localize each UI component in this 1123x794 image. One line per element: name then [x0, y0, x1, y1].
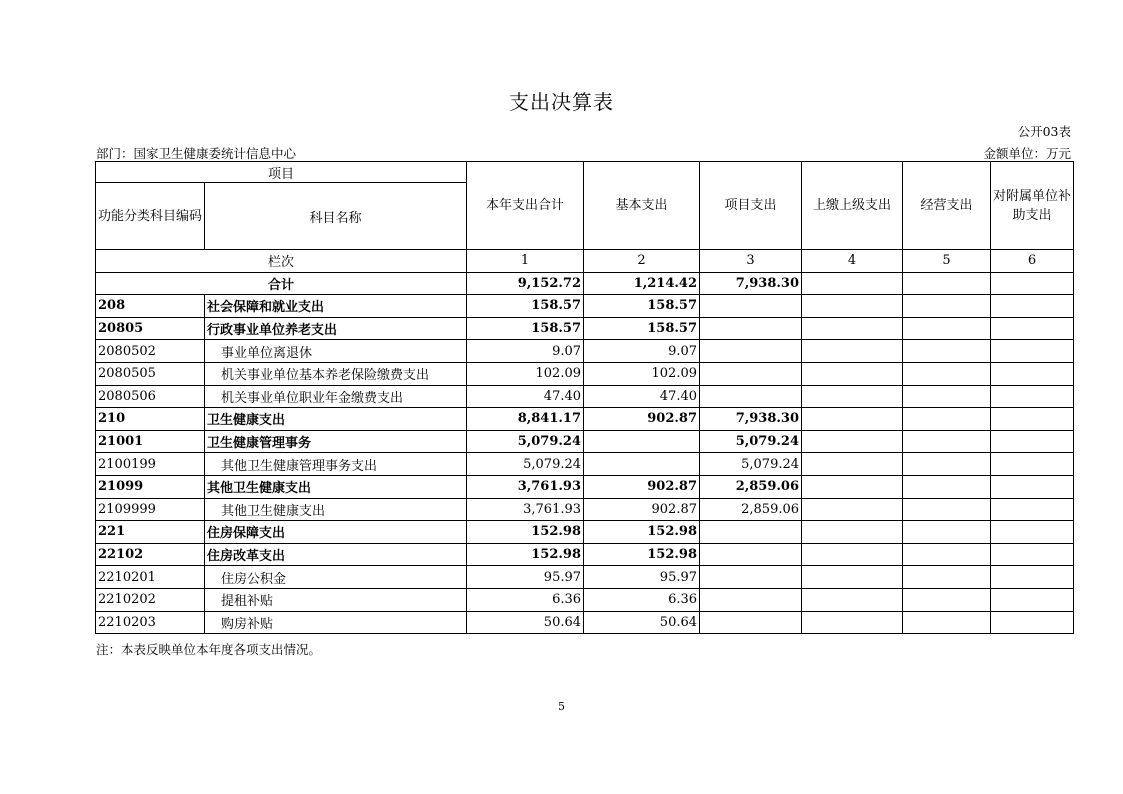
row-superior: [802, 521, 903, 544]
row-subsidy: [991, 521, 1074, 544]
row-basic: 902.87: [584, 475, 700, 498]
col-num: 1: [467, 250, 584, 273]
row-business: [903, 317, 991, 340]
row-basic: 50.64: [584, 611, 700, 634]
row-superior: [802, 453, 903, 476]
header-name: 科目名称: [205, 183, 467, 250]
row-superior: [802, 611, 903, 634]
row-name: 机关事业单位基本养老保险缴费支出: [205, 362, 467, 385]
table-row: [96, 475, 1074, 498]
row-total: 8,841.17: [467, 408, 584, 431]
row-superior: [802, 498, 903, 521]
row-basic: [584, 453, 700, 476]
row-superior: [802, 588, 903, 611]
row-subsidy: [991, 362, 1074, 385]
row-business: [903, 408, 991, 431]
row-business: [903, 430, 991, 453]
row-business: [903, 611, 991, 634]
table-row: [96, 340, 1074, 363]
row-project: [700, 566, 802, 589]
row-basic: 158.57: [584, 317, 700, 340]
row-subsidy: [991, 475, 1074, 498]
row-code: 2210202: [96, 588, 205, 611]
header-code: 功能分类科目编码: [96, 183, 205, 250]
col-num: 4: [802, 250, 903, 273]
row-subsidy: [991, 385, 1074, 408]
form-number: 公开03表: [1017, 124, 1071, 139]
row-superior: [802, 317, 903, 340]
row-name: 社会保障和就业支出: [205, 295, 467, 318]
row-business: [903, 588, 991, 611]
page-title: 支出决算表: [509, 90, 614, 114]
row-project: [700, 611, 802, 634]
table-row: [96, 430, 1074, 453]
row-project: 2,859.06: [700, 498, 802, 521]
row-code: 221: [96, 521, 205, 544]
header-total: 本年支出合计: [467, 162, 584, 250]
sum-basic: 1,214.42: [584, 272, 700, 295]
row-total: 158.57: [467, 295, 584, 318]
row-business: [903, 566, 991, 589]
row-project: [700, 317, 802, 340]
row-superior: [802, 362, 903, 385]
table-row: [96, 453, 1074, 476]
row-basic: 47.40: [584, 385, 700, 408]
row-basic: 152.98: [584, 543, 700, 566]
header-subsidy: 对附属单位补助支出: [991, 162, 1074, 250]
row-basic: 158.57: [584, 295, 700, 318]
sum-business: [903, 272, 991, 295]
row-code: 2109999: [96, 498, 205, 521]
row-code: 22102: [96, 543, 205, 566]
row-basic: 95.97: [584, 566, 700, 589]
table-row: [96, 362, 1074, 385]
row-superior: [802, 475, 903, 498]
row-subsidy: [991, 295, 1074, 318]
row-superior: [802, 543, 903, 566]
row-business: [903, 475, 991, 498]
row-basic: 152.98: [584, 521, 700, 544]
table-row: [96, 611, 1074, 634]
row-project: [700, 588, 802, 611]
row-superior: [802, 340, 903, 363]
col-num: 6: [991, 250, 1074, 273]
header-item: 项目: [96, 162, 467, 183]
row-project: 7,938.30: [700, 408, 802, 431]
row-name: 住房改革支出: [205, 543, 467, 566]
row-name: 住房保障支出: [205, 521, 467, 544]
row-code: 2080506: [96, 385, 205, 408]
table-row: [96, 566, 1074, 589]
row-name: 其他卫生健康支出: [205, 498, 467, 521]
row-subsidy: [991, 317, 1074, 340]
column-label: 栏次: [96, 250, 467, 273]
row-total: 5,079.24: [467, 453, 584, 476]
row-superior: [802, 295, 903, 318]
row-subsidy: [991, 543, 1074, 566]
table-row: [96, 408, 1074, 431]
row-business: [903, 521, 991, 544]
sum-subsidy: [991, 272, 1074, 295]
table-row: [96, 317, 1074, 340]
header-project: 项目支出: [700, 162, 802, 250]
table-row: [96, 521, 1074, 544]
row-business: [903, 453, 991, 476]
table-row: [96, 295, 1074, 318]
row-project: [700, 295, 802, 318]
row-total: 158.57: [467, 317, 584, 340]
row-total: 102.09: [467, 362, 584, 385]
row-total: 5,079.24: [467, 430, 584, 453]
header-business: 经营支出: [903, 162, 991, 250]
row-name: 卫生健康支出: [205, 408, 467, 431]
row-business: [903, 543, 991, 566]
row-code: 2210203: [96, 611, 205, 634]
row-project: [700, 521, 802, 544]
row-superior: [802, 385, 903, 408]
row-name: 其他卫生健康管理事务支出: [205, 453, 467, 476]
row-total: 95.97: [467, 566, 584, 589]
row-name: 购房补贴: [205, 611, 467, 634]
row-code: 2210201: [96, 566, 205, 589]
row-project: [700, 362, 802, 385]
row-basic: [584, 430, 700, 453]
row-basic: 902.87: [584, 408, 700, 431]
row-superior: [802, 408, 903, 431]
row-basic: 102.09: [584, 362, 700, 385]
row-total: 152.98: [467, 521, 584, 544]
row-total: 47.40: [467, 385, 584, 408]
row-subsidy: [991, 453, 1074, 476]
row-business: [903, 498, 991, 521]
row-project: 5,079.24: [700, 430, 802, 453]
table-row: [96, 588, 1074, 611]
row-code: 2080505: [96, 362, 205, 385]
row-code: 20805: [96, 317, 205, 340]
sum-superior: [802, 272, 903, 295]
row-code: 2100199: [96, 453, 205, 476]
row-total: 3,761.93: [467, 475, 584, 498]
row-name: 卫生健康管理事务: [205, 430, 467, 453]
row-name: 住房公积金: [205, 566, 467, 589]
row-subsidy: [991, 408, 1074, 431]
row-superior: [802, 430, 903, 453]
row-business: [903, 362, 991, 385]
row-total: 9.07: [467, 340, 584, 363]
row-project: [700, 543, 802, 566]
row-subsidy: [991, 588, 1074, 611]
row-subsidy: [991, 340, 1074, 363]
col-num: 3: [700, 250, 802, 273]
row-name: 其他卫生健康支出: [205, 475, 467, 498]
row-basic: 902.87: [584, 498, 700, 521]
page-number: 5: [558, 700, 565, 713]
row-name: 机关事业单位职业年金缴费支出: [205, 385, 467, 408]
expenditure-table: [95, 161, 1074, 634]
row-subsidy: [991, 611, 1074, 634]
row-code: 21099: [96, 475, 205, 498]
row-subsidy: [991, 430, 1074, 453]
row-business: [903, 340, 991, 363]
footnote: 注：本表反映单位本年度各项支出情况。: [96, 642, 322, 657]
row-basic: 9.07: [584, 340, 700, 363]
row-subsidy: [991, 566, 1074, 589]
row-name: 事业单位离退休: [205, 340, 467, 363]
row-code: 210: [96, 408, 205, 431]
row-business: [903, 385, 991, 408]
row-superior: [802, 566, 903, 589]
col-num: 2: [584, 250, 700, 273]
row-total: 152.98: [467, 543, 584, 566]
table-row: [96, 543, 1074, 566]
row-total: 6.36: [467, 588, 584, 611]
row-project: 5,079.24: [700, 453, 802, 476]
row-project: [700, 385, 802, 408]
unit-label: 金额单位：万元: [983, 146, 1071, 161]
table-row: [96, 385, 1074, 408]
row-name: 提租补贴: [205, 588, 467, 611]
row-total: 3,761.93: [467, 498, 584, 521]
row-subsidy: [991, 498, 1074, 521]
row-project: 2,859.06: [700, 475, 802, 498]
sum-project: 7,938.30: [700, 272, 802, 295]
table-row: [96, 498, 1074, 521]
row-code: 208: [96, 295, 205, 318]
row-code: 21001: [96, 430, 205, 453]
row-total: 50.64: [467, 611, 584, 634]
row-project: [700, 340, 802, 363]
row-name: 行政事业单位养老支出: [205, 317, 467, 340]
row-basic: 6.36: [584, 588, 700, 611]
header-basic: 基本支出: [584, 162, 700, 250]
col-num: 5: [903, 250, 991, 273]
sum-label: 合计: [96, 272, 467, 295]
header-superior: 上缴上级支出: [802, 162, 903, 250]
department-label: 部门：国家卫生健康委统计信息中心: [96, 146, 297, 161]
sum-total: 9,152.72: [467, 272, 584, 295]
row-code: 2080502: [96, 340, 205, 363]
row-business: [903, 295, 991, 318]
